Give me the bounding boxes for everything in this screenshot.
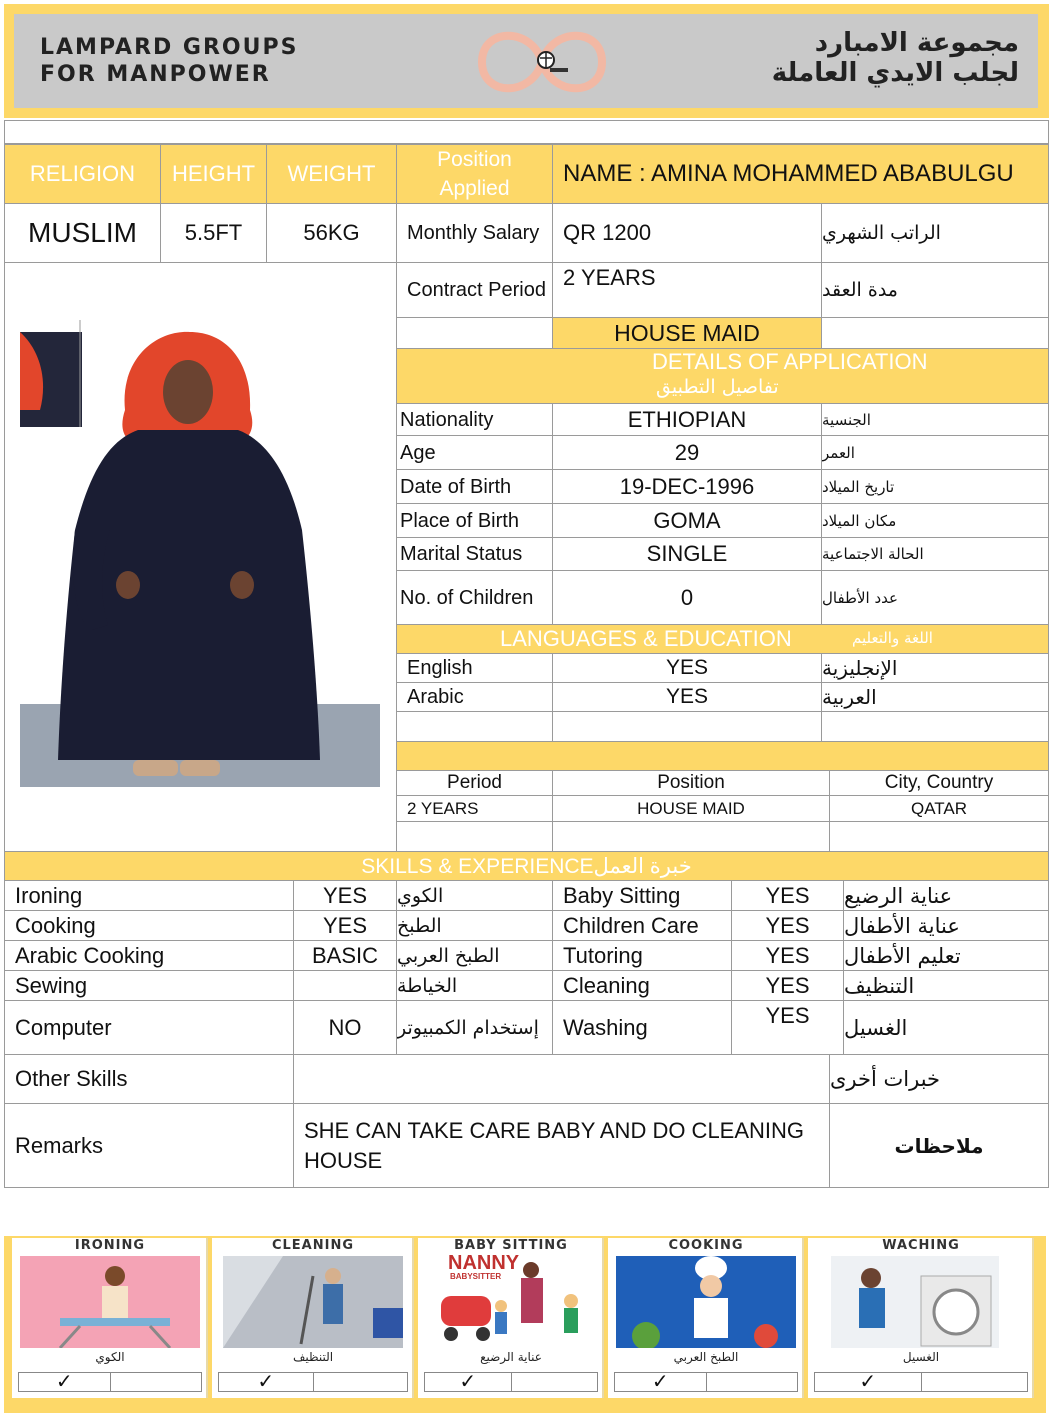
exp-city-value: QATAR: [829, 795, 1049, 822]
skill-card-title: WACHING: [882, 1238, 960, 1253]
company-name-ar: مجموعة الامبارد لجلب الايدي العاملة: [771, 28, 1019, 88]
skill-value: YES: [731, 910, 844, 941]
company-logo: [462, 22, 622, 102]
contract-value: 2 YEARS: [552, 262, 822, 318]
skill-label-ar: عناية الأطفال: [843, 910, 1049, 941]
checkbox-cell: [707, 1373, 798, 1391]
detail-value: 0: [552, 570, 822, 625]
skill-label: Cooking: [4, 910, 294, 941]
salary-label: Monthly Salary: [396, 203, 553, 263]
languages-title-en: LANGUAGES & EDUCATION: [500, 626, 792, 651]
checkbox-row: [814, 1372, 1028, 1392]
language-label-ar: العربية: [821, 682, 1049, 712]
detail-label: Nationality: [396, 403, 553, 436]
skill-value: YES: [731, 880, 844, 911]
skill-card: [808, 1238, 1034, 1398]
checkbox-cell: [922, 1373, 1028, 1391]
exp-city-header: City, Country: [829, 770, 1049, 796]
skill-label-ar: الغسيل: [843, 1000, 1049, 1055]
detail-value: 19-DEC-1996: [552, 469, 822, 504]
religion-header: RELIGION: [4, 144, 161, 204]
skill-card: [12, 1238, 208, 1398]
blank-cell: [821, 317, 1049, 349]
language-value: YES: [552, 653, 822, 683]
weight-value: 56KG: [266, 203, 397, 263]
checkbox-cell: [314, 1373, 408, 1391]
detail-label-ar: مكان الميلاد: [821, 503, 1049, 538]
skill-card-label-ar: التنظيف: [292, 1350, 334, 1364]
skill-label-ar: الكوي: [396, 880, 553, 911]
blank-cell: [396, 711, 553, 742]
remarks-value: SHE CAN TAKE CARE BABY AND DO CLEANING HOUSE: [293, 1103, 830, 1188]
header-divider: [4, 120, 1049, 144]
nanny-logo-text: NANNY: [448, 1252, 520, 1274]
religion-value: MUSLIM: [4, 203, 161, 263]
skill-value: NO: [293, 1000, 397, 1055]
skill-label: Tutoring: [552, 940, 732, 971]
detail-value: GOMA: [552, 503, 822, 538]
skill-value: YES: [731, 970, 844, 1001]
skill-value: YES: [731, 940, 844, 971]
remarks-label: Remarks: [4, 1103, 294, 1188]
other-skills-value: [293, 1054, 830, 1104]
skill-label: Sewing: [4, 970, 294, 1001]
details-title-en: DETAILS OF APPLICATION: [652, 349, 928, 374]
weight-header: WEIGHT: [266, 144, 397, 204]
exp-position-header: Position: [552, 770, 830, 796]
skill-label-ar: تعليم الأطفال: [843, 940, 1049, 971]
contract-label-ar: مدة العقد: [821, 262, 1049, 318]
skill-label-ar: إستخدام الكمبيوتر: [396, 1000, 553, 1055]
detail-value: ETHIOPIAN: [552, 403, 822, 436]
salary-label-ar: الراتب الشهري: [821, 203, 1049, 263]
detail-label: Place of Birth: [396, 503, 553, 538]
checkbox-row: [424, 1372, 598, 1392]
detail-value: 29: [552, 435, 822, 470]
blank-cell: [552, 821, 830, 852]
candidate-photo: [20, 320, 380, 787]
skill-card-title: COOKING: [668, 1238, 744, 1253]
cooking-photo: [616, 1256, 796, 1348]
exp-period-value: 2 YEARS: [396, 795, 553, 822]
skill-label-ar: الطبخ العربي: [396, 940, 553, 971]
skill-card: [212, 1238, 414, 1398]
checkbox-row: [18, 1372, 202, 1392]
skill-label-ar: عناية الرضيع: [843, 880, 1049, 911]
skill-value: BASIC: [293, 940, 397, 971]
checkbox-cell: [512, 1373, 598, 1391]
salary-value: QR 1200: [552, 203, 822, 263]
skill-card: [608, 1238, 804, 1398]
exp-period-header: Period: [396, 770, 553, 796]
detail-label-ar: تاريخ الميلاد: [821, 469, 1049, 504]
skill-label: Arabic Cooking: [4, 940, 294, 971]
skill-label: Baby Sitting: [552, 880, 732, 911]
ironing-photo: [20, 1256, 200, 1348]
skill-label: Ironing: [4, 880, 294, 911]
skill-card-label-ar: الغسيل: [902, 1350, 940, 1364]
company-name-en: LAMPARD GROUPS FOR MANPOWER: [40, 35, 299, 87]
skill-card-label-ar: الكوي: [95, 1350, 125, 1364]
skill-card-label-ar: الطبخ العربي: [673, 1350, 739, 1364]
skill-label: Children Care: [552, 910, 732, 941]
skill-card: [418, 1238, 604, 1398]
skill-label: Computer: [4, 1000, 294, 1055]
check-icon: ✓: [425, 1373, 512, 1391]
babysitter-logo-text: BABYSITTER: [450, 1272, 502, 1281]
checkbox-row: [218, 1372, 408, 1392]
other-skills-label: Other Skills: [4, 1054, 294, 1104]
checkbox-cell: [111, 1373, 202, 1391]
candidate-name: NAME : AMINA MOHAMMED ABABULGU: [552, 144, 1049, 204]
skill-card-title: BABY SITTING: [454, 1238, 568, 1253]
detail-label: No. of Children: [396, 570, 553, 625]
remarks-label-ar: ملاحظات: [829, 1103, 1049, 1188]
skill-value: YES: [731, 1000, 844, 1055]
contract-label: Contract Period: [396, 262, 553, 318]
skills-header: SKILLS & EXPERIENCEخبرة العمل: [4, 851, 1049, 881]
blank-cell: [396, 821, 553, 852]
other-skills-label-ar: خبرات أخرى: [829, 1054, 1049, 1104]
skill-card-title: IRONING: [74, 1238, 146, 1253]
checkbox-row: [614, 1372, 798, 1392]
detail-label: Date of Birth: [396, 469, 553, 504]
washing-photo: [831, 1256, 1011, 1348]
detail-value: SINGLE: [552, 537, 822, 571]
check-icon: ✓: [19, 1373, 111, 1391]
detail-label-ar: الحالة الاجتماعية: [821, 537, 1049, 571]
skill-value: YES: [293, 910, 397, 941]
skill-label: Washing: [552, 1000, 732, 1055]
blank-cell: [821, 711, 1049, 742]
skill-label-ar: الخياطة: [396, 970, 553, 1001]
detail-label-ar: العمر: [821, 435, 1049, 470]
check-icon: ✓: [815, 1373, 922, 1391]
check-icon: ✓: [615, 1373, 707, 1391]
languages-title-ar: اللغة والتعليم: [852, 629, 933, 647]
detail-label-ar: عدد الأطفال: [821, 570, 1049, 625]
detail-label: Marital Status: [396, 537, 553, 571]
cleaning-photo: [223, 1256, 403, 1348]
language-label: English: [396, 653, 553, 683]
blank-cell: [396, 317, 553, 349]
language-label: Arabic: [396, 682, 553, 712]
blank-cell: [552, 711, 822, 742]
skill-card-title: CLEANING: [271, 1238, 355, 1253]
skill-value: [293, 970, 397, 1001]
skill-value: YES: [293, 880, 397, 911]
height-value: 5.5FT: [160, 203, 267, 263]
spacer-row: [396, 741, 1049, 771]
position-header: Position Applied: [396, 144, 553, 204]
skill-label-ar: الطبخ: [396, 910, 553, 941]
detail-label: Age: [396, 435, 553, 470]
exp-position-value: HOUSE MAID: [552, 795, 830, 822]
position-value: HOUSE MAID: [552, 317, 822, 349]
skill-card-label-ar: عناية الرضيع: [480, 1350, 542, 1364]
language-label-ar: الإنجليزية: [821, 653, 1049, 683]
check-icon: ✓: [219, 1373, 314, 1391]
language-value: YES: [552, 682, 822, 712]
details-title-ar: تفاصيل التطبيق: [656, 376, 779, 398]
height-header: HEIGHT: [160, 144, 267, 204]
detail-label-ar: الجنسية: [821, 403, 1049, 436]
skill-label: Cleaning: [552, 970, 732, 1001]
skill-label-ar: التنظيف: [843, 970, 1049, 1001]
blank-cell: [829, 821, 1049, 852]
